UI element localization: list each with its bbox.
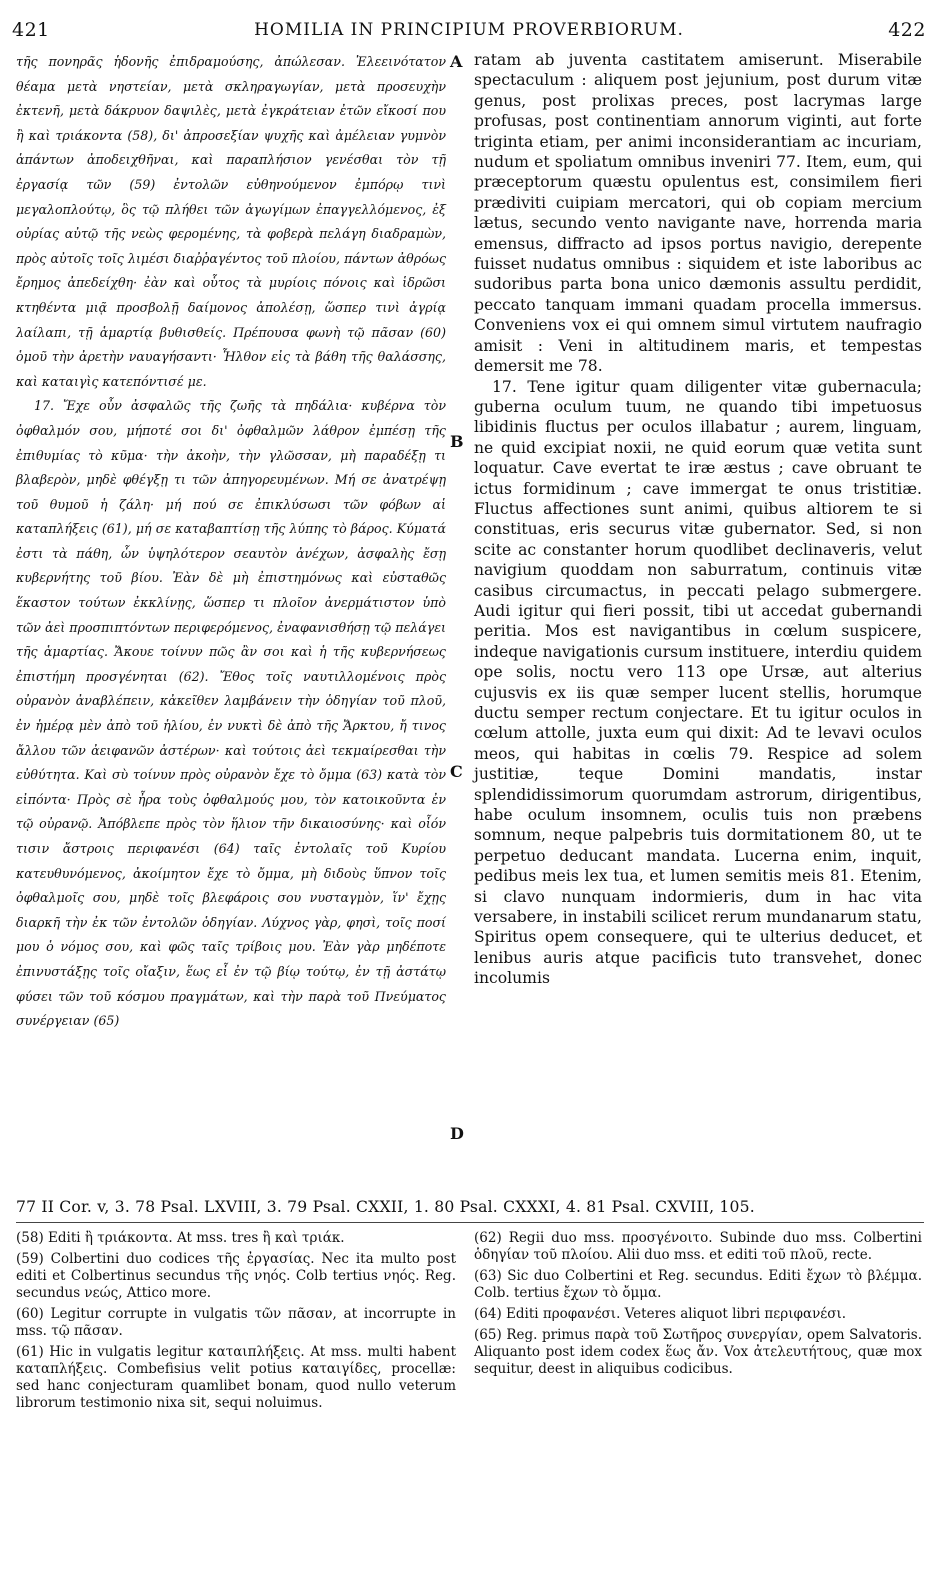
footnote-59: (59) Colbertini duo codices τῆς ἐργασίας. Nec ita multo post editi et Colbertinus secundus τῆς νηός. Colb tertius νηός. Reg. secundus νεώς, Attico more. <box>16 1251 456 1301</box>
latin-paragraph-1: ratam ab juventa castitatem amiserunt. Miserabile spectaculum : aliquem post jejunium, post durum vitæ genus, post prolixas preces, post lacrymas large profusas, post continentiam annorum viginti, aut forte triginta etiam, per animi inconsiderantiam ac incuriam, nudum et spoliatum omnibus inveniri 77. Item, eum, qui præceptorum quæstu opulentus est, consimilem fieri prædiviti cuipiam mercatori, qui ob copiam mercium lætus, secundo vento navigante nave, horrenda maria emensus, diffracto ad ipsos portus navigio, derepente fuisset nudatus omnibus : siquidem et iste laboribus ac sudoribus parta bona unico dæmonis assultu perdidit, peccato tanquam immani quadam procella immersus. Conveniens vox ei qui omnem simul virtutem naufragio amisit : Veni in altitudinem maris, et tempestas demersit me 78. <box>474 51 922 376</box>
footnotes-right <box>474 1230 922 1382</box>
greek-column <box>16 50 446 1034</box>
footnote-61: (61) Hic in vulgatis legitur καταιπλήξεις. At mss. multi habent καταπλήξεις. Combefisius velit potius καταιγίδες, procellæ: sed hanc conjecturam quamlibet bonam, quod nullo veterum librorum testimonio nixa sit, sequi noluimus. <box>16 1344 456 1411</box>
footnote-63: (63) Sic duo Colbertini et Reg. secundus. Editi ἔχων τὸ βλέμμα. Colb. tertius ἔχων τὸ ὄμμα. <box>474 1268 922 1301</box>
latin-column <box>474 50 922 989</box>
footnotes-left <box>16 1230 456 1416</box>
footnote-60: (60) Legitur corrupte in vulgatis τῶν πᾶσαν, at incorrupte in mss. τῷ πᾶσαν. <box>16 1306 456 1339</box>
margin-letter-d: D <box>450 1124 464 1143</box>
left-page-number: 421 <box>12 19 50 41</box>
scripture-references: 77 II Cor. v, 3. 78 Psal. LXVIII, 3. 79 Psal. CXXII, 1. 80 Psal. CXXXI, 4. 81 Psal. CXVIII, 105. <box>16 1198 755 1216</box>
margin-letter-b: B <box>450 432 464 451</box>
footnote-58: (58) Editi ἢ τριάκοντα. At mss. tres ἢ καὶ τριάκ. <box>16 1230 345 1246</box>
footnote-62: (62) Regii duo mss. προσγένοιτο. Subinde duo mss. Colbertini ὁδηγίαν τοῦ πλοίου. Alii duo mss. et editi τοῦ πλοῦ, recte. <box>474 1230 922 1263</box>
margin-letter-a: A <box>450 52 463 71</box>
running-title: HOMILIA IN PRINCIPIUM PROVERBIORUM. <box>254 20 684 40</box>
running-header <box>12 16 926 44</box>
footnote-65: (65) Reg. primus παρὰ τοῦ Σωτῆρος συνεργίαν, opem Salvatoris. Aliquanto post idem codex ἕως ἄν. Vox ἀτελευτήτους, quæ mox sequitur, deest in aliquibus codicibus. <box>474 1327 922 1377</box>
latin-paragraph-2: 17. Tene igitur quam diligenter vitæ gubernacula; guberna oculum tuum, ne quando tibi impetuosus libidinis fluctus per oculos illabatur ; aurem, linguam, ne quid excipiat noxii, ne quid eorum quæ vetita sunt loquatur. Cave evertat te iræ æstus ; cave obruant te ictus formidinum ; cave immergat te onus tristitiæ. Fluctus affectiones sunt animi, quibus altiorem te si constituas, eris securus vitæ gubernator. Sed, si non scite ac constanter horum quodlibet declinaveris, velut navigium quoddam non saburratum, continuis vitæ casibus circumactus, in peccati pelago submergere. Audi igitur qui fieri possit, tibi ut accedat gubernandi peritia. Mos est navigantibus in cœlum suspicere, indeque navigationis cursum instituere, interdiu quidem ope solis, noctu vero 113 ope Ursæ, aut alterius cujusvis ex iis quæ semper lucent stellis, horumque ductu semper rectum conjectare. Et tu igitur oculos in cœlum attolle, juxta eum qui dixit: Ad te levavi oculos meos, qui habitas in cœlis 79. Respice ad solem justitiæ, teque Domini mandatis, instar splendidissimorum quorumdam astrorum, dirigentibus, habe oculum insomnem, oculis tuis non præbens somnum, neque palpebris tuis dormitationem 80, ut te perpetuo deducant mandata. Lucerna enim, inquit, pedibus meis lex tua, et lumen semitis meis 81. Etenim, si clavo nunquam indormieris, dum in hac vita versabere, in instabili scilicet rerum mundanarum statu, Spiritus opem consequere, qui te ulterius deducet, et lenibus auris atque pacificis tuto transvehet, donec incolumis <box>474 377 922 988</box>
footnote-64: (64) Editi προφανέσι. Veteres aliquot libri περιφανέσι. <box>474 1306 847 1322</box>
greek-paragraph-1: τῆς πονηρᾶς ἡδονῆς ἐπιδραμούσης, ἀπώλεσαν. Ἐλεεινότατον θέαμα μετὰ νηστείαν, μετὰ σκληραγωγίαν, μετὰ προσευχὴν ἐκτενῆ, μετὰ δάκρυον δαψιλὲς, μετὰ ἐγκράτειαν ἐτῶν εἴκοσί που ἢ καὶ τριάκοντα (58), δι' ἀπροσεξίαν ψυχῆς καὶ ἀμέλειαν γυμνὸν ἁπάντων ἀποδειχθῆναι, καὶ παραπλήσιον γενέσθαι τὸν τῇ ἐργασίᾳ τῶν (59) ἐντολῶν εὐθηνούμενον ἐμπόρῳ τινὶ μεγαλοπλούτῳ, ὃς τῷ πλήθει τῶν ἀγωγίμων ἐπαγγελλόμενος, ἐξ οὐρίας αὐτῷ τῆς νεὼς φερομένης, τὰ φοβερὰ πελάγη διαδραμὼν, πρὸς αὐτοῖς τοῖς λιμέσι διαῤῥαγέντος τοῦ πλοίου, πάντων ἀθρόως ἔρημος ἀπεδείχθη· ἐὰν καὶ οὗτος τὰ μυρίοις πόνοις καὶ ἱδρῶσι κτηθέντα μιᾷ προσβολῇ δαίμονος ἀπολέσῃ, ὥσπερ τινὶ ἀγρίᾳ λαίλαπι, τῇ ἁμαρτίᾳ βυθισθείς. Πρέπουσα φωνὴ τῷ πᾶσαν (60) ὁμοῦ τὴν ἀρετὴν ναυαγήσαντι· Ἦλθον εἰς τὰ βάθη τῆς θαλάσσης, καὶ καταιγὶς κατεπόντισέ με. <box>16 54 446 389</box>
greek-paragraph-2: 17. Ἔχε οὖν ἀσφαλῶς τῆς ζωῆς τὰ πηδάλια· κυβέρνα τὸν ὀφθαλμόν σου, μήποτέ σοι δι' ὀφθαλμῶν λάθρον ἐμπέσῃ τῆς ἐπιθυμίας τὸ κῦμα· τὴν ἀκοὴν, τὴν γλῶσσαν, μὴ παραδέξῃ τι βλαβερὸν, μηδὲ φθέγξῃ τι τῶν ἀπηγορευμένων. Μή σε ἀνατρέψῃ τοῦ θυμοῦ ἡ ζάλη· μή πού σε ἐπικλύσωσι τῶν φόβων αἱ καταπλήξεις (61), μή σε καταβαπτίσῃ τῆς λύπης τὸ βάρος. Κύματά ἐστι τὰ πάθη, ὧν ὑψηλότερον σεαυτὸν ἀνέχων, ἀσφαλὴς ἔσῃ κυβερνήτης τοῦ βίου. Ἐὰν δὲ μὴ ἐπιστημόνως καὶ εὐσταθῶς ἕκαστον τούτων ἐκκλίνῃς, ὥσπερ τι πλοῖον ἀνερμάτιστον ὑπὸ τῶν ἀεὶ προσπιπτόντων περιφερόμενος, ἐναφανισθήσῃ τῷ πελάγει τῆς ἁμαρτίας. Ἄκουε τοίνυν πῶς ἂν σοι καὶ ἡ τῆς κυβερνήσεως ἐπιστήμη προσγένηται (62). Ἔθος τοῖς ναυτιλλομένοις πρὸς οὐρανὸν ἀναβλέπειν, κἀκεῖθεν λαμβάνειν τὴν ὁδηγίαν τοῦ πλοῦ, ἐν ἡμέρᾳ μὲν ἀπὸ τοῦ ἡλίου, ἐν νυκτὶ δὲ ἀπὸ τῆς Ἄρκτου, ἤ τινος ἄλλου τῶν ἀειφανῶν ἀστέρων· καὶ τούτοις ἀεὶ τεκμαίρεσθαι τὴν εὐθύτητα. Καὶ σὺ τοίνυν πρὸς οὐρανὸν ἔχε τὸ ὄμμα (63) κατὰ τὸν εἰπόντα· Πρὸς σὲ ἦρα τοὺς ὀφθαλμούς μου, τὸν κατοικοῦντα ἐν τῷ οὐρανῷ. Ἀπόβλεπε πρὸς τὸν ἥλιον τῆν δικαιοσύνης· καὶ οἷόν τισιν ἄστροις περιφανέσι (64) ταῖς ἐντολαῖς τοῦ Κυρίου κατευθυνόμενος, ἀκοίμητον ἔχε τὸ ὄμμα, μὴ διδοὺς ὕπνον τοῖς ὀφθαλμοῖς σου, μηδὲ τοῖς βλεφάροις σου νυσταγμὸν, ἵν' ἔχῃς διαρκῆ τὴν ἐκ τῶν ἐντολῶν ὁδηγίαν. Λύχνος γὰρ, φησὶ, τοῖς ποσί μου ὁ νόμος σου, καὶ φῶς ταῖς τρίβοις μου. Ἐὰν γὰρ μηδέποτε ἐπινυστάξῃς τοῖς οἴαξιν, ἕως εἶ ἐν τῷ βίῳ τούτῳ, ἐν τῇ ἀστάτῳ φύσει τῶν τοῦ κόσμου πραγμάτων, καὶ τὴν παρὰ τοῦ Πνεύματος συνέργειαν (65) <box>16 398 446 1029</box>
footnote-divider <box>16 1222 924 1223</box>
margin-letter-c: C <box>450 762 463 781</box>
right-page-number: 422 <box>888 19 926 41</box>
